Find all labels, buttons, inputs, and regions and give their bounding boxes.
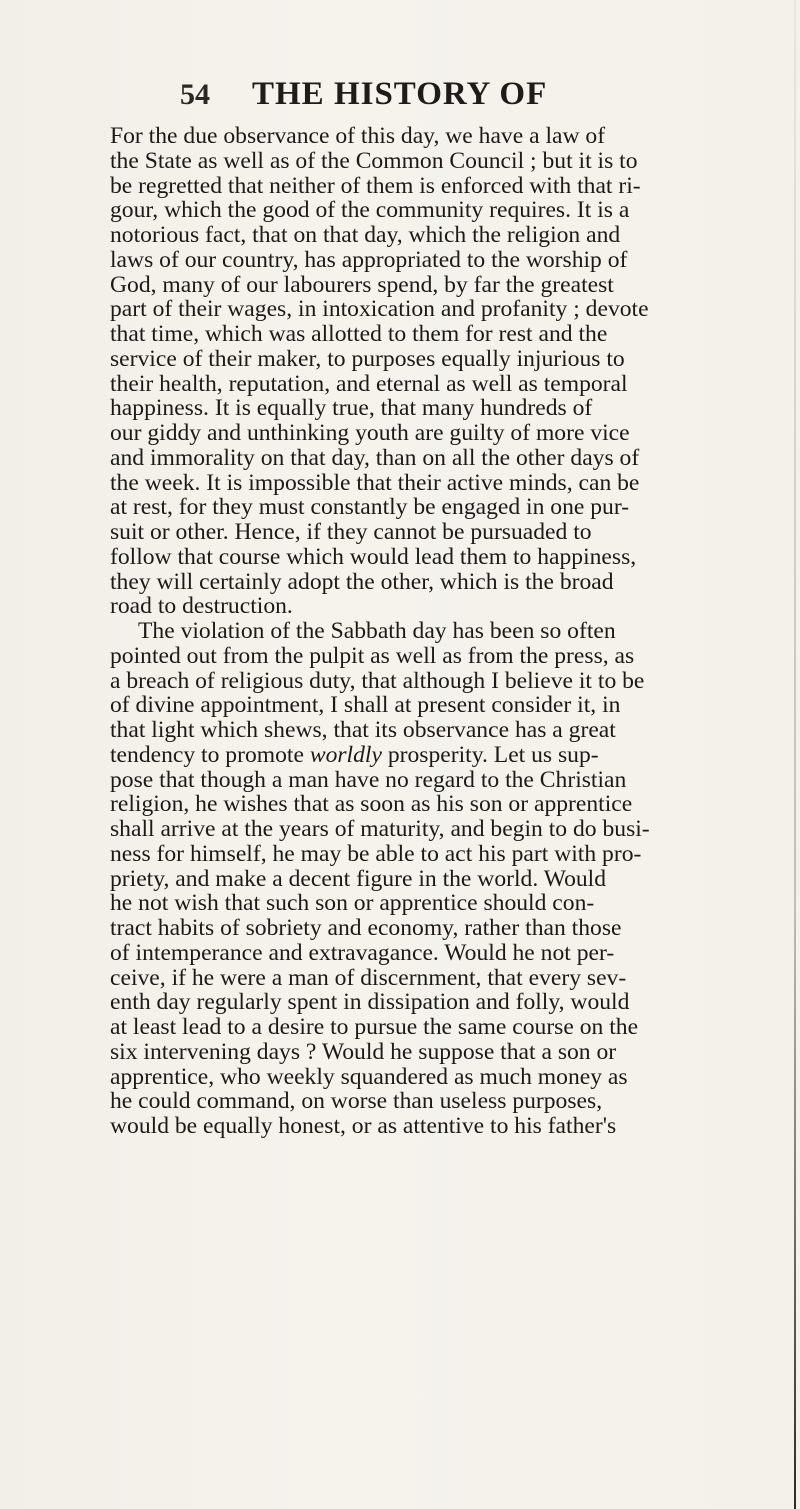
text-line: priety, and make a decent figure in the world. Would [110, 865, 607, 892]
text-line: notorious fact, that on that day, which the religion and [110, 222, 621, 248]
text-line: road to destruction. [110, 593, 293, 620]
text-line: apprentice, who weekly squandered as much money as [110, 1063, 628, 1090]
text-line: religion, he wishes that as soon as his son or apprentice [110, 791, 633, 818]
text-line: he could command, on worse than useless purposes, [110, 1088, 603, 1115]
text-line: service of their maker, to purposes equally injurious to [110, 345, 625, 372]
text-line: their health, reputation, and eternal as well as temporal [110, 370, 628, 397]
text-line: laws of our country, has appropriated to the worship of [110, 246, 628, 273]
text-line: follow that course which would lead them to happiness, [110, 543, 637, 570]
text-line: and immorality on that day, than on all the other days of [110, 444, 640, 471]
running-title: THE HISTORY OF [252, 76, 548, 112]
text-line: of intemperance and extravagance. Would he not per- [110, 939, 615, 966]
page-number: 54 [180, 78, 210, 111]
line-segment: tendency to promote [110, 741, 310, 768]
text-line: the State as well as of the Common Council ; but it is to [110, 147, 638, 174]
text-line: God, many of our labourers spend, by far the greatest [110, 271, 614, 298]
text-line: gour, which the good of the community requires. It is a [110, 197, 630, 224]
text-line: the week. It is impossible that their active minds, can be [110, 469, 640, 496]
italic-word: worldly [309, 741, 382, 768]
text-line: at rest, for they must constantly be engaged in one pur- [110, 494, 630, 521]
text-line: six intervening days ? Would he suppose that a son or [110, 1038, 617, 1065]
text-line: shall arrive at the years of maturity, and begin to do busi- [110, 816, 650, 842]
paragraph-start-line: The violation of the Sabbath day has been so often [138, 618, 616, 644]
text-line: would be equally honest, or as attentive to his father's [110, 1113, 617, 1139]
text-line: at least lead to a desire to pursue the same course on the [110, 1014, 639, 1040]
page-header [0, 56, 800, 112]
text-line: be regretted that neither of them is enforced with that ri- [110, 172, 641, 199]
text-line: our giddy and unthinking youth are guilty of more vice [110, 420, 630, 446]
line-segment: prosperity. Let us sup- [381, 741, 599, 768]
text-line: pose that though a man have no regard to the Christian [110, 766, 627, 793]
text-line: happiness. It is equally true, that many hundreds of [110, 395, 593, 422]
text-line: that time, which was allotted to them for rest and the [110, 321, 608, 347]
text-line: that light which shews, that its observance has a great [110, 717, 616, 743]
text-line: part of their wages, in intoxication and profanity ; devote [110, 296, 649, 323]
text-line: pointed out from the pulpit as well as from the press, as [110, 642, 635, 669]
text-line: tract habits of sobriety and economy, rather than those [110, 915, 622, 941]
text-line: ness for himself, he may be able to act his part with pro- [110, 840, 642, 867]
text-line: of divine appointment, I shall at present consider it, in [110, 692, 621, 719]
text-line-with-italic [110, 743, 800, 768]
text-line: they will certainly adopt the other, which is the broad [110, 568, 614, 595]
text-line: suit or other. Hence, if they cannot be pursuaded to [110, 519, 592, 545]
text-line: he not wish that such son or apprentice should con- [110, 890, 595, 917]
text-line: enth day regularly spent in dissipation and folly, would [110, 989, 630, 1016]
text-line: a breach of religious duty, that although I believe it to be [110, 667, 645, 694]
text-line: For the due observance of this day, we have a law of [110, 123, 606, 149]
body-text [110, 124, 800, 1139]
text-line: ceive, if he were a man of discernment, that every sev- [110, 964, 627, 991]
